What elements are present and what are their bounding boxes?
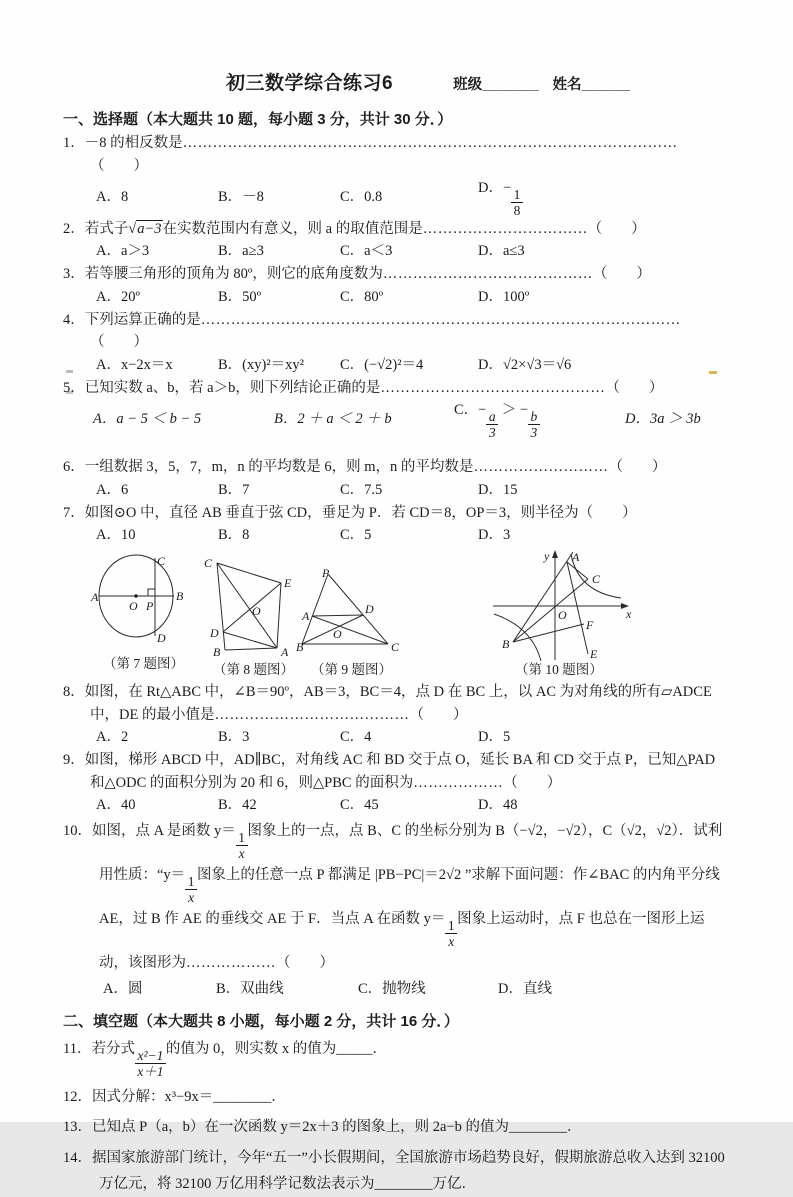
fig10-label-b: B [502, 637, 510, 652]
fraction [528, 409, 540, 440]
question-stem [63, 1034, 733, 1079]
class-name-fields [453, 73, 630, 94]
fig7-label-c: C [157, 554, 166, 569]
stem-text: 在实数范围内有意义，则 a 的取值范围是 [162, 220, 423, 237]
stem-text: ． [271, 1089, 286, 1106]
question-stem [63, 263, 733, 286]
stem-text: 如图，在 Rt△ABC 中，∠B＝90º，AB＝3，BC＝4，点 D 在 BC 上，以 AC 为对角线的所有▱ADCE 中，DE 的最小值是 [84, 684, 712, 723]
option-a: A．a＞3 [96, 243, 150, 260]
question-11 [63, 1034, 733, 1079]
radical-sign: √ [128, 220, 137, 237]
fraction-numerator: 1 [185, 874, 197, 890]
option-b: B．a≥3 [218, 243, 264, 260]
question-2-options [96, 240, 733, 263]
option-a: A．圆 [103, 981, 143, 998]
fig7-label-p: P [146, 599, 154, 614]
answer-blank: _____ [336, 1041, 373, 1058]
fig8-label-d: D [210, 626, 219, 641]
fraction [135, 1048, 166, 1079]
option-d-prefix: D．− [478, 180, 512, 196]
radicand: a−3 [137, 220, 162, 237]
stem-text: 已知点 P（a，b）在一次函数 y＝2x＋3 的图象上，则 2a−b 的值为 [92, 1118, 509, 1135]
option-d: D．√2×√3＝√6 [478, 356, 572, 373]
question-number: 13． [63, 1118, 92, 1135]
stem-text: 万亿． [432, 1176, 476, 1193]
stem-text: 图象上运动时，点 F 也总在一图形上运动，该 [99, 911, 705, 972]
answer-bracket: （ ） [608, 459, 667, 476]
option-b: B．－8 [218, 188, 264, 205]
question-1-options [96, 177, 733, 218]
stem-text: 已知实数 a、b，若 a＞b，则下列结论正确的是 [84, 379, 381, 396]
option-b: B．42 [218, 797, 257, 814]
question-number: 11． [63, 1041, 92, 1058]
option-c: C．抛物线 [358, 981, 426, 998]
question-10-options [103, 978, 733, 1001]
answer-bracket: （ ） [503, 774, 562, 791]
fig9-label-c: C [391, 640, 400, 655]
question-10 [63, 817, 733, 1001]
question-9 [63, 749, 733, 817]
class-blank: _______ [482, 77, 539, 93]
question-2 [63, 218, 733, 264]
option-a: A．10 [96, 527, 136, 544]
question-6-options [96, 479, 733, 502]
option-a: A．40 [96, 797, 136, 814]
question-stem [63, 1145, 733, 1197]
figure-q10-caption: （第 10 题图） [515, 662, 603, 678]
fraction-numerator: 1 [236, 830, 248, 846]
question-number: 1． [63, 135, 85, 151]
dotted-leader: ……………………………………………………………………………………… [182, 135, 678, 151]
dotted-leader: ……………………………………… [380, 379, 606, 396]
page-title: 初三数学综合练习6 [226, 73, 394, 94]
stem-text: 的值为 0，则实数 x 的值为 [165, 1041, 337, 1058]
question-number: 14． [63, 1150, 92, 1167]
option-c: C．(−√2)²＝4 [340, 356, 424, 373]
radical [128, 220, 162, 237]
dotted-leader: ………………………………… [214, 706, 410, 723]
option-a: A．20º [96, 288, 140, 305]
question-stem [63, 218, 733, 241]
option-a: A．2 [96, 729, 129, 746]
figure-q10-hyperbola [483, 548, 635, 666]
question-stem [63, 377, 733, 400]
figure-q9-trapezoid [296, 568, 400, 654]
stem-text: 图象上的任意一点 P 都满足 |PB−PC|＝2√2 ”求解下面问题：作∠BAC 的内角平分线 [196, 867, 720, 884]
answer-blank: ________ [509, 1118, 567, 1135]
question-number: 10． [63, 823, 92, 840]
class-label: 班级 [453, 77, 483, 93]
question-12 [63, 1086, 733, 1109]
stem-text: 一组数据 3，5，7，m，n 的平均数是 6，则 m，n 的平均数是 [84, 459, 474, 476]
question-4 [63, 309, 733, 377]
question-7-options [96, 524, 733, 547]
option-b: B．(xy)²＝xy² [218, 356, 305, 373]
dotted-leader: …………………………………………………………………………………… [200, 311, 681, 328]
stem-text: 如图，梯形 ABCD 中，AD∥BC，对角线 AC 和 BD 交于点 O，延长 BA 和 CD 交于点 P，已知△PAD 和△ODC 的面积分别为 20 和 6，则△PBC 的面积为 [84, 752, 716, 791]
option-b: B．7 [218, 481, 250, 498]
question-stem [63, 681, 733, 726]
option-d: D．a≤3 [478, 243, 525, 260]
question-stem [63, 309, 733, 354]
question-stem [63, 1116, 733, 1139]
question-7 [63, 502, 733, 548]
fig7-label-a: A [91, 590, 99, 605]
section2-heading: 二、填空题（本大题共 8 小题，每小题 2 分，共计 16 分．） [63, 1013, 459, 1031]
option-a: A．6 [96, 481, 129, 498]
fig9-label-d: D [365, 602, 374, 617]
stem-text: 利用性质：“y＝ [99, 823, 723, 884]
option-c: C．5 [340, 527, 372, 544]
answer-bracket: （ ） [409, 706, 468, 723]
question-8 [63, 681, 733, 749]
question-number: 4． [63, 311, 85, 328]
option-d: D．3a ＞ 3b [625, 411, 701, 428]
fraction [511, 187, 523, 218]
question-14 [63, 1145, 733, 1197]
fraction [486, 409, 498, 440]
fraction-denominator: x [238, 846, 245, 862]
question-8-options [96, 726, 733, 749]
stem-text: 图象上的一点，点 B、C 的坐标分别为 B（−√2，−√2），C（√2，√2）．试 [247, 823, 708, 840]
question-number: 6． [63, 459, 85, 476]
option-b: B．2 ＋ a ＜ 2 ＋ b [274, 411, 392, 428]
stem-text: 如图⊙O 中，直径 AB 垂直于弦 CD，垂足为 P．若 CD＝8，OP＝3，则半径为 [84, 504, 579, 521]
answer-bracket: （ ） [605, 379, 664, 396]
question-stem [63, 132, 733, 177]
figures-row [63, 548, 733, 677]
fig7-label-b: B [176, 589, 184, 604]
stem-text: 因式分解：x³−9x＝ [92, 1089, 214, 1106]
stem-text: AE，过 B 作 AE 的垂线交 AE 于 F．当点 A 在函数 y＝ [99, 911, 446, 928]
question-number: 8． [63, 684, 85, 701]
fig10-label-e: E [590, 647, 598, 662]
option-d: D．48 [478, 797, 518, 814]
section1-heading: 一、选择题（本大题共 10 题，每小题 3 分，共计 30 分．） [63, 111, 453, 128]
figure-q7-caption: （第 7 题图） [103, 656, 184, 672]
option-a: A．x−2x＝x [96, 356, 173, 373]
option-c-prefix: C．− [454, 402, 487, 419]
figure-q8-parallelogram [203, 556, 299, 658]
question-stem [63, 1086, 733, 1109]
option-d: D．5 [478, 729, 511, 746]
question-3-options [96, 286, 733, 309]
option-c: C．a＜3 [340, 243, 393, 260]
name-label: 姓名 [552, 77, 582, 93]
fraction-denominator: 3 [488, 425, 496, 441]
fraction [236, 830, 248, 861]
stem-text: 下列运算正确的是 [84, 311, 201, 328]
answer-blank: ________ [374, 1176, 433, 1193]
stem-text: 若等腰三角形的顶角为 80º，则它的底角度数为 [84, 266, 383, 283]
question-stem [63, 817, 733, 978]
question-stem [63, 502, 733, 525]
question-6 [63, 456, 733, 502]
option-c-middle: ＞ − [498, 402, 529, 419]
option-a: A．a − 5 ＜ b − 5 [93, 411, 202, 428]
answer-bracket: （ ） [90, 334, 148, 351]
question-5 [63, 377, 733, 440]
dotted-leader: …………………………… [422, 220, 588, 237]
option-d [478, 177, 733, 218]
option-c: C．80º [340, 288, 384, 305]
stem-text: 据国家旅游部门统计，今年“五一”小长假期间，全国旅游市场趋势良好，假期旅游总收入达到 32100 万亿元，将 32100 万亿用科学记数法表示为 [92, 1150, 725, 1193]
fig10-label-a: A [572, 550, 580, 565]
answer-bracket: （ ） [276, 955, 334, 972]
option-d: D．直线 [498, 981, 552, 998]
name-blank: ______ [581, 77, 630, 93]
fraction-numerator: 1 [511, 187, 523, 203]
answer-bracket: （ ） [578, 504, 637, 521]
figure-q7-circle [91, 550, 187, 646]
question-stem [63, 749, 733, 794]
option-d: D．15 [478, 481, 518, 498]
question-3 [63, 263, 733, 309]
question-5-options [93, 399, 733, 440]
stem-text: 若式子 [84, 220, 129, 237]
fig10-label-o: O [558, 608, 567, 623]
fraction-denominator: x [188, 890, 195, 906]
dotted-leader: ……………… [413, 774, 504, 791]
fraction-denominator: x＋1 [137, 1064, 164, 1080]
option-a: A．8 [96, 188, 129, 205]
answer-bracket: （ ） [587, 220, 646, 237]
fig8-label-e: E [284, 576, 292, 591]
fig8-label-a: A [281, 645, 289, 660]
question-number: 5． [63, 379, 85, 396]
question-stem [63, 456, 733, 479]
question-number: 2． [63, 220, 85, 237]
fig10-label-x: x [626, 607, 632, 622]
fraction-denominator: 8 [513, 202, 521, 218]
answer-bracket: （ ） [592, 266, 651, 283]
fig9-label-a: A [302, 609, 310, 624]
option-b: B．50º [218, 288, 262, 305]
question-number: 3． [63, 266, 85, 283]
fig9-label-o: O [333, 627, 342, 642]
fraction-numerator: a [486, 409, 498, 425]
answer-blank: ________ [213, 1089, 272, 1106]
stem-text: 图形为 [142, 955, 186, 972]
option-c: C．0.8 [340, 188, 383, 205]
fig10-label-y: y [544, 549, 550, 564]
dotted-leader: …………………………………… [382, 266, 593, 283]
stem-text: ． [372, 1041, 387, 1058]
stem-text: 如图，点 A 是函数 y＝ [92, 823, 236, 840]
figure-q9-caption: （第 9 题图） [311, 662, 392, 678]
question-9-options [96, 794, 733, 817]
option-c: C．45 [340, 797, 379, 814]
option-b: B．8 [218, 527, 250, 544]
stem-text: ． [567, 1118, 582, 1135]
fig8-label-b: B [213, 645, 221, 660]
option-c [454, 399, 625, 440]
fraction-numerator: b [528, 409, 540, 425]
fig7-label-o: O [129, 599, 138, 614]
question-number: 12． [63, 1089, 92, 1106]
fraction-denominator: 3 [530, 425, 538, 441]
question-4-options [96, 354, 733, 377]
question-number: 7． [63, 504, 85, 521]
question-number: 9． [63, 752, 85, 769]
option-b: B．双曲线 [216, 981, 284, 998]
header [63, 68, 733, 95]
fig10-label-c: C [592, 572, 601, 587]
stem-text: 若分式 [91, 1041, 135, 1058]
option-c: C．7.5 [340, 481, 383, 498]
fraction-denominator: x [448, 934, 455, 950]
fig8-label-o: O [252, 604, 261, 619]
fraction-numerator: 1 [445, 918, 457, 934]
fig10-label-f: F [586, 618, 594, 633]
question-1 [63, 132, 733, 218]
question-13 [63, 1116, 733, 1139]
stem-text: －8 的相反数是 [84, 135, 183, 151]
fraction [445, 918, 457, 949]
fig9-label-p: P [322, 566, 330, 581]
fraction [185, 874, 197, 905]
fig7-label-d: D [157, 631, 166, 646]
dotted-leader: ……………………… [473, 459, 609, 476]
figure-q8-caption: （第 8 题图） [213, 662, 294, 678]
option-d: D．100º [478, 288, 530, 305]
option-b: B．3 [218, 729, 250, 746]
answer-bracket: （ ） [90, 157, 148, 174]
fraction-numerator: x²−1 [135, 1048, 166, 1064]
dotted-leader: ……………… [186, 955, 276, 972]
fig8-label-c: C [204, 556, 213, 571]
option-d: D．3 [478, 527, 511, 544]
option-c: C．4 [340, 729, 372, 746]
fig9-label-b: B [296, 640, 304, 655]
